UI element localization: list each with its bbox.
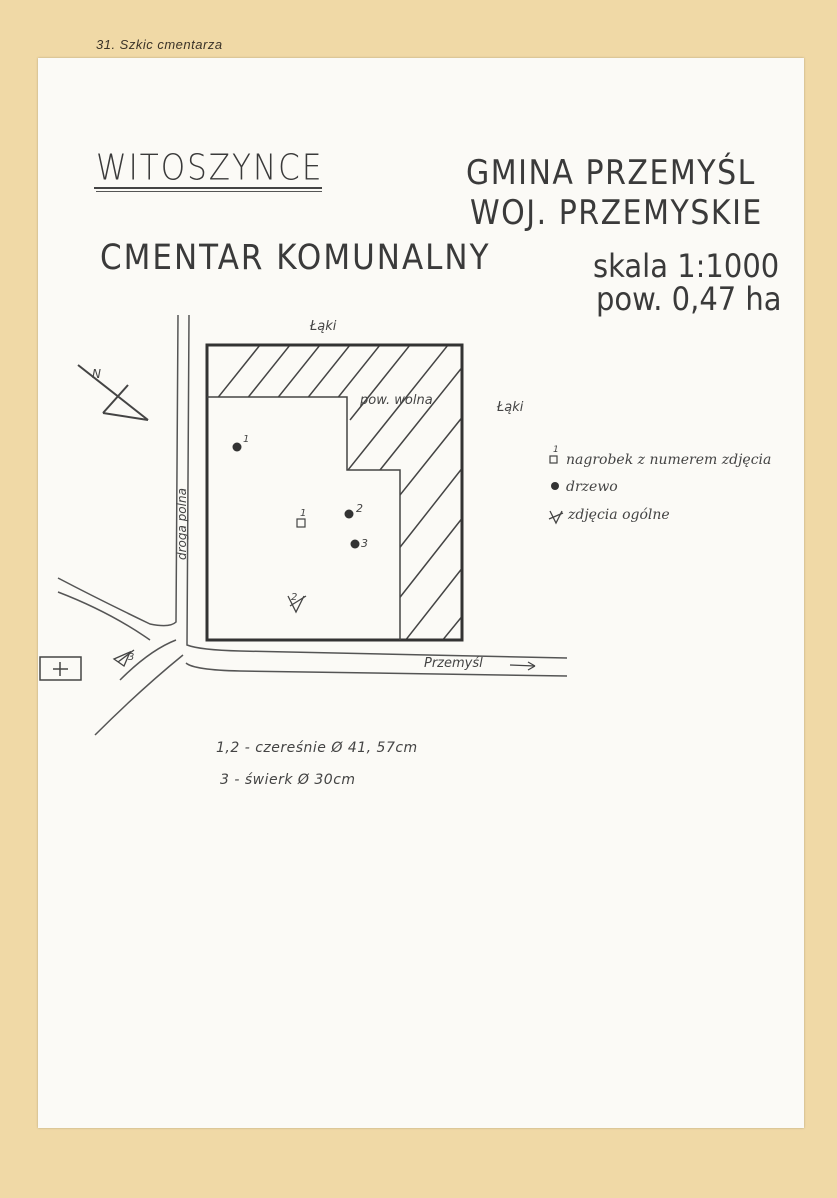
road-left-label: droga polna xyxy=(175,488,189,560)
note-line-2: 3 - świerk Ø 30cm xyxy=(220,772,356,788)
tree-marker-2 xyxy=(345,510,354,519)
cemetery-boundary xyxy=(207,345,462,640)
legend-grave-text: nagrobek z numerem zdjęcia xyxy=(566,452,772,468)
free-area-hatching xyxy=(200,320,500,680)
label-meadow-top: Łąki xyxy=(310,319,337,334)
legend-tree-icon xyxy=(551,482,559,490)
legend-grave-icon xyxy=(550,456,557,463)
north-label: N xyxy=(92,367,101,381)
cross-icon xyxy=(53,662,68,676)
grave-marker-1 xyxy=(297,519,305,527)
gmina-label: GMINA PRZEMYŚL xyxy=(466,153,756,194)
label-meadow-right: Łąki xyxy=(497,400,524,415)
scale-label: skala 1:1000 xyxy=(593,247,780,285)
tree-number-2: 2 xyxy=(356,502,363,515)
tree-number-1: 1 xyxy=(243,434,250,445)
wojewodztwo-label: WOJ. PRZEMYSKIE xyxy=(470,193,763,234)
grave-number-1: 1 xyxy=(300,508,307,519)
area-label: pow. 0,47 ha xyxy=(596,280,782,318)
north-arrow xyxy=(78,365,148,420)
cemetery-type: CMENTAR KOMUNALNY xyxy=(100,237,491,279)
tree-marker-3 xyxy=(351,540,360,549)
photo-number-3: 3 xyxy=(128,652,135,663)
direction-arrow xyxy=(510,662,535,670)
free-area-label: pow. wolna xyxy=(360,393,433,408)
photo-number-2: 2 xyxy=(291,592,298,603)
legend-grave-number: 1 xyxy=(553,445,559,455)
roads xyxy=(58,315,567,735)
tree-number-3: 3 xyxy=(361,537,368,550)
page-caption: 31. Szkic cmentarza xyxy=(96,37,223,52)
tree-marker-1 xyxy=(233,443,242,452)
village-title: WITOSZYNCE xyxy=(96,147,324,189)
road-bottom-label: Przemyśl xyxy=(424,656,483,671)
legend-photo-text: zdjęcia ogólne xyxy=(568,507,670,523)
legend-tree-text: drzewo xyxy=(566,479,618,495)
legend-photo-icon xyxy=(549,511,563,523)
note-line-1: 1,2 - czereśnie Ø 41, 57cm xyxy=(216,740,418,756)
